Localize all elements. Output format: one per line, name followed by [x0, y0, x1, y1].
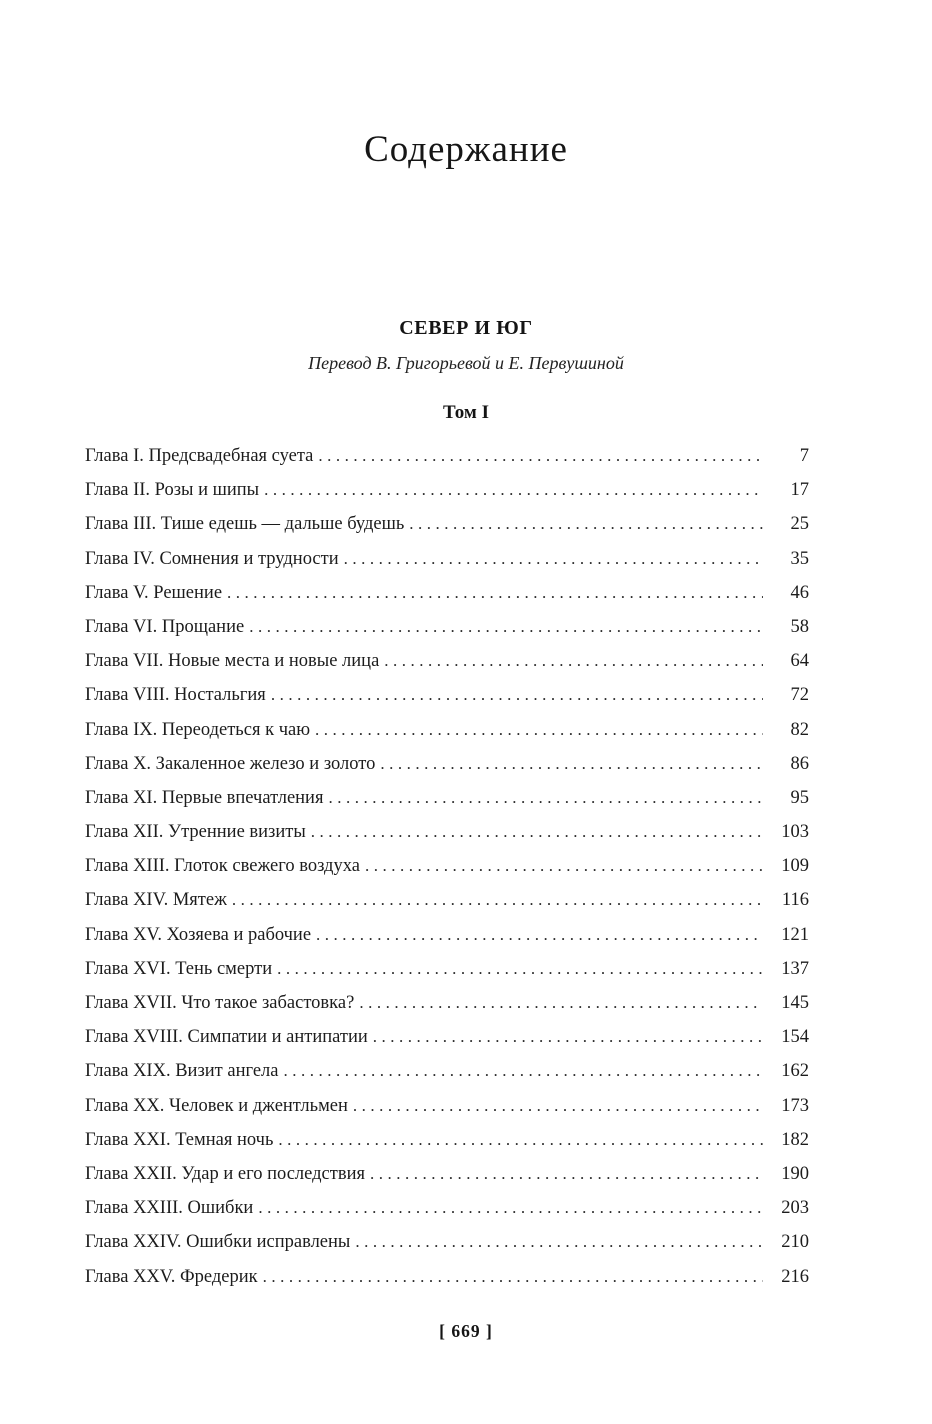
toc-entry-title: Глава II. Розы и шипы [85, 480, 260, 501]
toc-entry-title: Глава XX. Человек и джентльмен [85, 1095, 348, 1116]
toc-dot-leader [373, 1027, 763, 1048]
toc-entry-page: 95 [790, 787, 809, 808]
toc-entry-title: Глава XV. Хозяева и рабочие [85, 924, 312, 945]
toc-dot-leader [227, 583, 763, 604]
toc-entry-title: Глава XII. Утренние визиты [85, 822, 306, 843]
toc-row [85, 1096, 809, 1130]
toc-entry-page: 17 [790, 480, 809, 501]
toc-row [85, 549, 809, 583]
toc-row [85, 685, 809, 719]
toc-list [85, 446, 809, 1301]
toc-dot-leader [315, 720, 763, 741]
toc-dot-leader [283, 1061, 763, 1082]
toc-entry-page: 58 [790, 616, 809, 637]
toc-entry-page: 116 [781, 890, 809, 911]
toc-entry-title: Глава XVIII. Симпатии и антипатии [85, 1027, 368, 1048]
toc-row [85, 1267, 809, 1301]
toc-entry-page: 46 [790, 582, 809, 603]
toc-entry-title: Глава III. Тише едешь — дальше будешь [85, 514, 405, 535]
toc-dot-leader [380, 754, 763, 775]
toc-entry-title: Глава XVI. Тень смерти [85, 958, 273, 979]
page-number-footer: [ 669 ] [439, 1321, 493, 1341]
toc-row [85, 480, 809, 514]
toc-entry-page: 182 [781, 1129, 809, 1150]
toc-entry-title: Глава XIX. Визит ангела [85, 1061, 279, 1082]
toc-entry-page: 82 [790, 719, 809, 740]
toc-dot-leader [316, 925, 763, 946]
toc-entry-page: 154 [781, 1027, 809, 1048]
toc-entry-title: Глава XXI. Темная ночь [85, 1129, 274, 1150]
toc-row [85, 856, 809, 890]
toc-entry-page: 25 [790, 514, 809, 535]
toc-entry-page: 72 [790, 685, 809, 706]
toc-row [85, 1061, 809, 1095]
toc-entry-page: 173 [781, 1095, 809, 1116]
toc-row [85, 1232, 809, 1266]
toc-entry-title: Глава XVII. Что такое забастовка? [85, 993, 355, 1013]
work-translator-credit: Перевод В. Григорьевой и Е. Первушиной [308, 353, 624, 373]
toc-entry-page: 137 [781, 958, 809, 979]
toc-row [85, 446, 809, 480]
toc-row [85, 1164, 809, 1198]
toc-row [85, 754, 809, 788]
toc-entry-page: 64 [790, 651, 809, 672]
toc-entry-title: Глава IV. Сомнения и трудности [85, 548, 339, 569]
toc-dot-leader [318, 446, 763, 467]
toc-entry-page: 109 [781, 856, 809, 877]
toc-entry-title: Глава XIII. Глоток свежего воздуха [85, 856, 360, 877]
toc-entry-title: Глава IX. Переодеться к чаю [85, 719, 311, 740]
toc-dot-leader [384, 651, 763, 672]
toc-dot-leader [277, 959, 763, 980]
toc-entry-page: 103 [781, 822, 809, 843]
toc-entry-title: Глава XXIV. Ошибки исправлены [85, 1232, 351, 1253]
toc-row [85, 720, 809, 754]
toc-row [85, 788, 809, 822]
toc-entry-page: 86 [790, 753, 809, 774]
toc-entry-title: Глава XXII. Удар и его последствия [85, 1163, 365, 1184]
toc-row [85, 583, 809, 617]
toc-row [85, 890, 809, 924]
toc-dot-leader [311, 822, 763, 843]
volume-heading: Том I [442, 402, 490, 423]
toc-row [85, 514, 809, 548]
toc-dot-leader [353, 1096, 763, 1117]
toc-entry-page: 162 [781, 1061, 809, 1082]
toc-dot-leader [278, 1130, 763, 1151]
toc-row [85, 959, 809, 993]
toc-entry-page: 203 [781, 1198, 809, 1219]
toc-entry-page: 145 [781, 993, 809, 1013]
toc-entry-title: Глава VI. Прощание [85, 616, 245, 637]
toc-row [85, 617, 809, 651]
toc-dot-leader [355, 1232, 763, 1253]
toc-dot-leader [328, 788, 763, 809]
toc-entry-title: Глава V. Решение [85, 582, 223, 603]
toc-entry-title: Глава VIII. Ностальгия [85, 685, 266, 706]
toc-dot-leader [232, 890, 763, 911]
toc-entry-title: Глава XXIII. Ошибки [85, 1198, 254, 1219]
toc-dot-leader [409, 514, 763, 535]
toc-row [85, 993, 809, 1027]
toc-entry-page: 190 [781, 1163, 809, 1184]
toc-entry-page: 7 [799, 446, 809, 466]
toc-row [85, 1198, 809, 1232]
toc-dot-leader [344, 549, 763, 570]
work-title: СЕВЕР И ЮГ [399, 317, 533, 339]
toc-entry-title: Глава XXV. Фредерик [85, 1266, 258, 1287]
toc-row [85, 1130, 809, 1164]
toc-row [85, 1027, 809, 1061]
toc-dot-leader [359, 993, 763, 1014]
toc-entry-page: 216 [781, 1266, 809, 1287]
page-title: Содержание [364, 129, 568, 170]
toc-dot-leader [264, 480, 763, 501]
toc-row [85, 925, 809, 959]
toc-dot-leader [263, 1267, 763, 1288]
toc-entry-title: Глава I. Предсвадебная суета [85, 446, 314, 466]
toc-entry-title: Глава XI. Первые впечатления [85, 787, 324, 808]
toc-entry-title: Глава VII. Новые места и новые лица [85, 651, 380, 672]
toc-entry-title: Глава XIV. Мятеж [85, 890, 227, 911]
toc-dot-leader [249, 617, 763, 638]
toc-entry-page: 210 [781, 1232, 809, 1253]
toc-dot-leader [258, 1198, 763, 1219]
toc-dot-leader [365, 856, 763, 877]
toc-entry-page: 35 [790, 548, 809, 569]
toc-entry-page: 121 [781, 924, 809, 945]
toc-dot-leader [271, 685, 763, 706]
toc-row [85, 651, 809, 685]
work-header [0, 317, 932, 424]
toc-row [85, 822, 809, 856]
toc-entry-title: Глава X. Закаленное железо и золото [85, 753, 376, 774]
toc-dot-leader [370, 1164, 763, 1185]
